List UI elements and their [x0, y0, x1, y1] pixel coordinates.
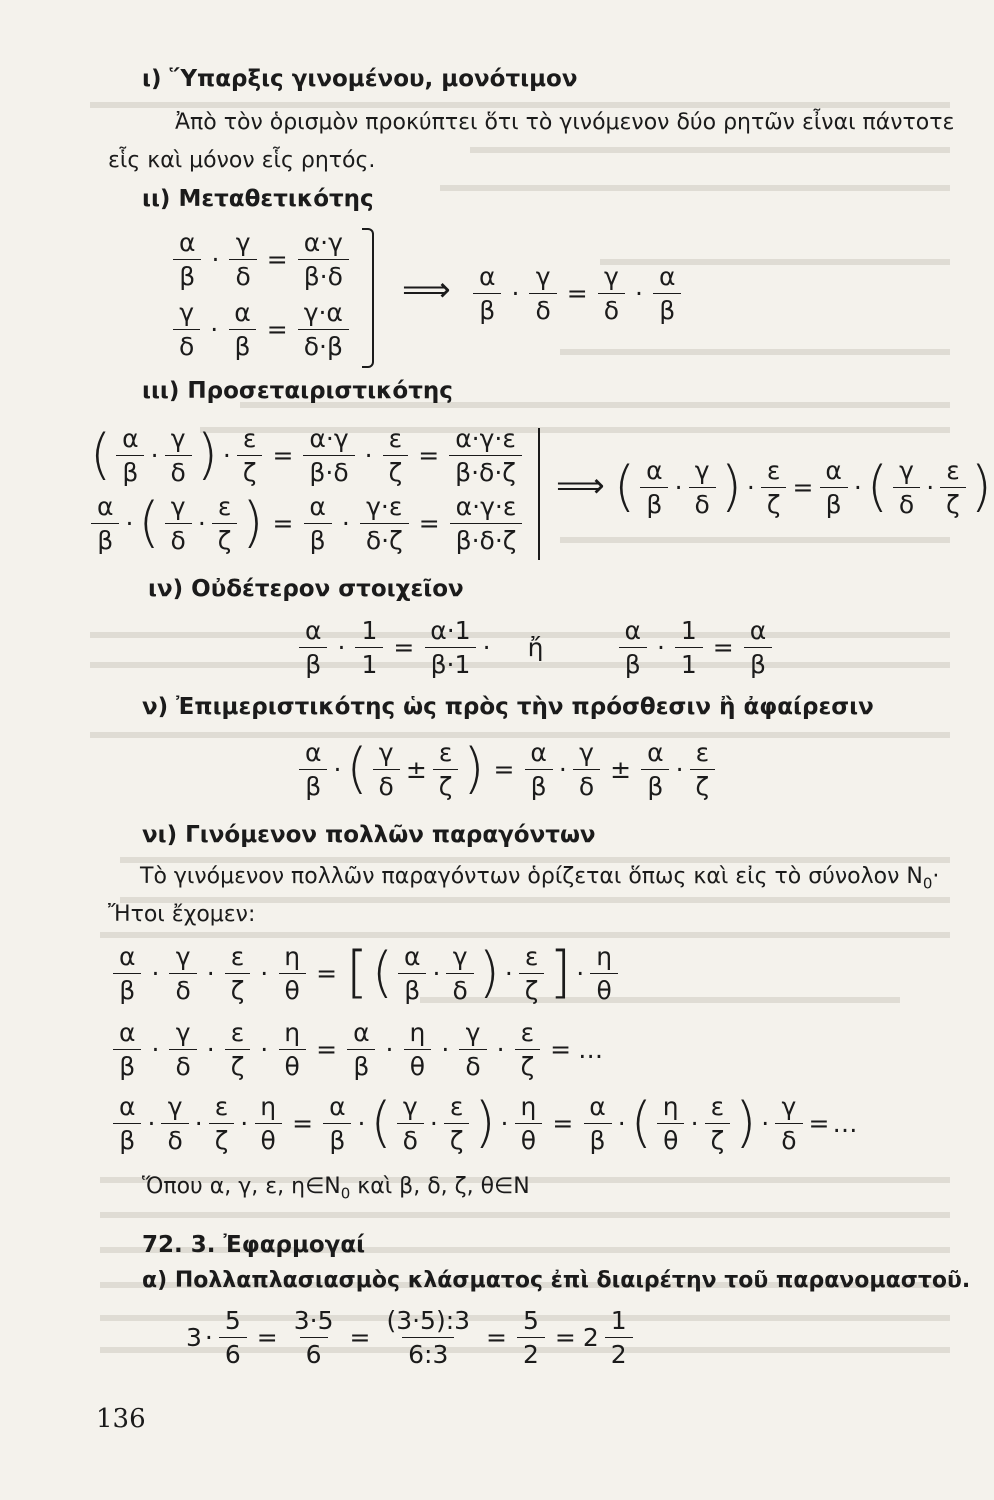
many-factors-eq-3: $\frac{\alpha}{\beta}$ · $\frac{\gamma}{\delta}$ · $\frac{\varepsilon}{\zeta}$ · $\frac{\eta}{\theta}$ = $\frac{\alpha}{\beta}$ · ( $\frac{\gamma}{\delta}$ · $\frac{\varepsilon}{\zeta}$ ) · $\frac{\eta}{\theta}$ = $\frac{\alpha}{\beta}$ · ( $\frac{\eta}{\theta}$ · $\frac{\varepsilon}{\zeta}$ ) · $\frac{\gamma}{\delta}$ = …: [110, 1094, 858, 1153]
commutativity-brace: [362, 228, 374, 368]
associativity-divider: [538, 428, 540, 560]
associativity-eq-2: $\frac{\alpha}{\beta}$ · ( $\frac{\gamma}{\delta}$ · $\frac{\varepsilon}{\zeta}$ ) = $\frac{\alpha}{\beta}$ · $\frac{\gamma\cdot\varepsilon}{\delta\cdot\zeta}$ = $\frac{\alpha\cdot\gamma\cdot\varepsilon}{\beta\cdot\delta\cdot\zeta}$: [88, 494, 525, 553]
many-factors-eq-1: $\frac{\alpha}{\beta}$ · $\frac{\gamma}{\delta}$ · $\frac{\varepsilon}{\zeta}$ · $\frac{\eta}{\theta}$ = [ ( $\frac{\alpha}{\beta}$ · $\frac{\gamma}{\delta}$ ) · $\frac{\varepsilon}{\zeta}$ ] · $\frac{\eta}{\theta}$: [110, 944, 621, 1003]
section-heading-many-factors: νι) Γινόμενον πολλῶν παραγόντων: [142, 822, 596, 848]
implies-arrow-1: ⟹: [402, 270, 451, 310]
existence-text-line1: Ἀπὸ τὸν ὁρισμὸν προκύπτει ὅτι τὸ γινόμενον δύο ρητῶν εἶναι πάντοτε: [175, 110, 955, 135]
implies-arrow-2: ⟹: [556, 466, 605, 506]
associativity-result: ( $\frac{\alpha}{\beta}$ · $\frac{\gamma}{\delta}$ ) · $\frac{\varepsilon}{\zeta}$ = $\frac{\alpha}{\beta}$ · ( $\frac{\gamma}{\delta}$ · $\frac{\varepsilon}{\zeta}$ ): [614, 455, 992, 519]
section-heading-commutativity: ιι) Μεταθετικότης: [142, 186, 374, 212]
section-heading-associativity: ιιι) Προσεταιριστικότης: [142, 378, 453, 404]
commutativity-eq-2: $\frac{\gamma}{\delta}$ · $\frac{\alpha}{\beta}$ = $\frac{\gamma\cdot\alpha}{\delta\cdot\beta}$: [170, 300, 352, 359]
section-heading-neutral-element: ιν) Οὐδέτερον στοιχεῖον: [148, 576, 464, 602]
neutral-element-eq: $\frac{\alpha}{\beta}$ · $\frac{1}{1}$ = $\frac{\alpha\cdot 1}{\beta\cdot 1}$ · ἤ $\frac{\alpha}{\beta}$ · $\frac{1}{1}$ = $\frac{\alpha}{\beta}$: [296, 618, 775, 677]
commutativity-eq-1: $\frac{\alpha}{\beta}$ · $\frac{\gamma}{\delta}$ = $\frac{\alpha\cdot\gamma}{\beta\cdot\delta}$: [170, 230, 352, 289]
existence-text-line2: εἷς καὶ μόνον εἷς ρητός.: [108, 148, 376, 173]
many-factors-text-line1: Τὸ γινόμενον πολλῶν παραγόντων ὁρίζεται ὅπως καὶ εἰς τὸ σύνολον $N_0\cdot$: [140, 864, 940, 893]
many-factors-where-clause: Ὅπου α, γ, ε, $\eta\in N_0$ καὶ β, δ, ζ, θ∈N: [142, 1174, 530, 1203]
section-heading-distributivity: ν) Ἐπιμεριστικότης ὡς πρὸς τὴν πρόσθεσιν ἢ ἀφαίρεσιν: [142, 694, 874, 720]
section-heading-existence: ι) Ὕπαρξις γινομένου, μονότιμον: [142, 66, 578, 92]
section-heading-applications: 72. 3. Ἐφαρμογαί: [142, 1232, 366, 1258]
page-number: 136: [96, 1404, 146, 1434]
section-subheading-fraction-by-divisor: α) Πολλαπλασιασμὸς κλάσματος ἐπὶ διαιρέτην τοῦ παρανομαστοῦ.: [142, 1268, 971, 1293]
many-factors-eq-2: $\frac{\alpha}{\beta}$ · $\frac{\gamma}{\delta}$ · $\frac{\varepsilon}{\zeta}$ · $\frac{\eta}{\theta}$ = $\frac{\alpha}{\beta}$ · $\frac{\eta}{\theta}$ · $\frac{\gamma}{\delta}$ · $\frac{\varepsilon}{\zeta}$ = …: [110, 1020, 603, 1079]
or-word: ἤ: [527, 633, 544, 662]
distributivity-eq: $\frac{\alpha}{\beta}$ · ( $\frac{\gamma}{\delta}$ ± $\frac{\varepsilon}{\zeta}$ ) = $\frac{\alpha}{\beta}$ · $\frac{\gamma}{\delta}$ ± $\frac{\alpha}{\beta}$ · $\frac{\varepsilon}{\zeta}$: [296, 740, 718, 799]
many-factors-text-line2: Ἤτοι ἔχομεν:: [108, 902, 256, 927]
associativity-eq-1: ( $\frac{\alpha}{\beta}$ · $\frac{\gamma}{\delta}$ ) · $\frac{\varepsilon}{\zeta}$ = $\frac{\alpha\cdot\gamma}{\beta\cdot\delta}$ · $\frac{\varepsilon}{\zeta}$ = $\frac{\alpha\cdot\gamma\cdot\varepsilon}{\beta\cdot\delta\cdot\zeta}$: [88, 426, 525, 485]
commutativity-result: $\frac{\alpha}{\beta}$ · $\frac{\gamma}{\delta}$ = $\frac{\gamma}{\delta}$ · $\frac{\alpha}{\beta}$: [470, 264, 684, 323]
application-example-eq: 3 · $\frac{5}{6}$ = $\frac{3\cdot 5}{6}$ = $\frac{(3\cdot 5):3}{6:3}$ = $\frac{5}{2}$ = 2 $\frac{1}{2}$: [186, 1308, 636, 1367]
